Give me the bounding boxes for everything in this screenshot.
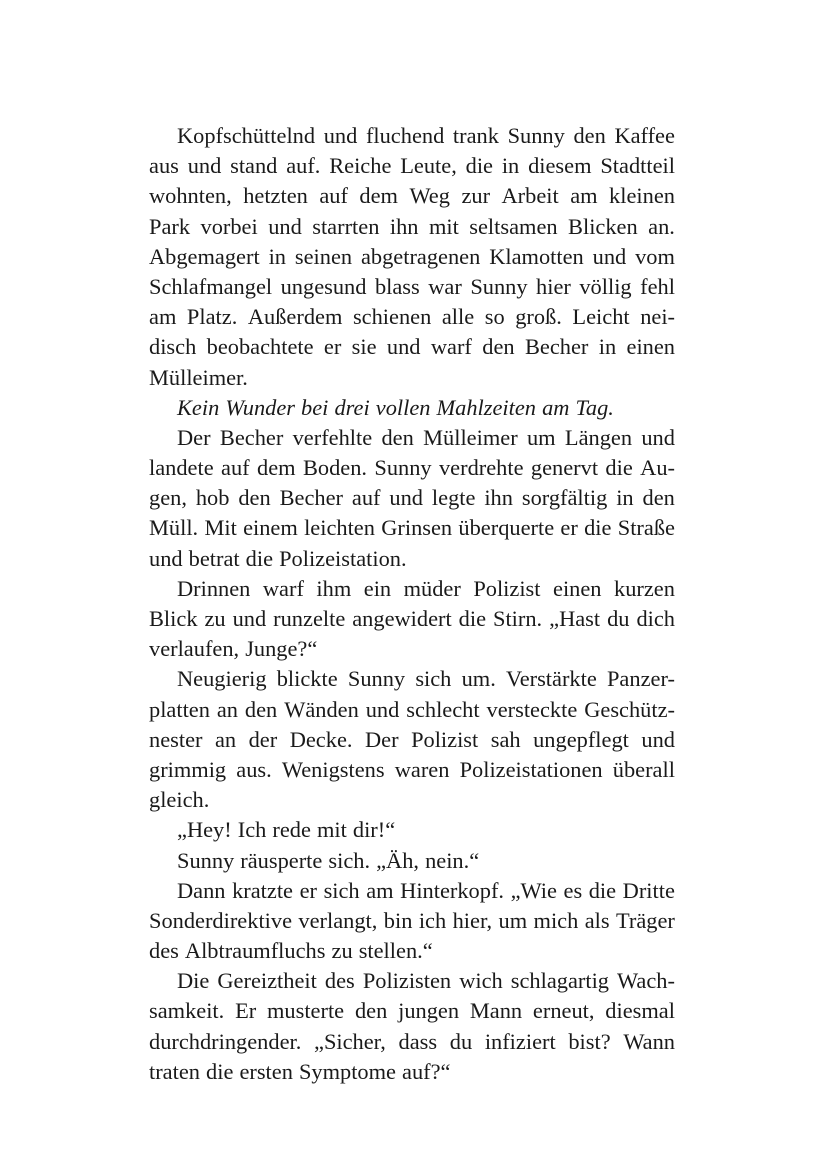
word: fehl	[640, 273, 675, 299]
word: und	[641, 726, 675, 752]
word: und	[232, 606, 267, 631]
word: die	[584, 515, 612, 541]
word: die	[588, 877, 617, 903]
word: am	[149, 304, 177, 330]
word: völlig	[579, 273, 632, 299]
word: kleinen	[609, 183, 675, 209]
word: einen	[553, 575, 602, 601]
word: musterte	[267, 998, 345, 1024]
word: ihn	[389, 213, 419, 239]
text-line	[149, 1027, 675, 1057]
word: jungen	[398, 998, 460, 1024]
word: Wach-	[617, 968, 675, 994]
word: an.	[648, 213, 675, 239]
word: gen,	[149, 485, 187, 511]
word: sie	[351, 334, 377, 360]
text-line	[149, 846, 675, 876]
word: Au-	[640, 455, 675, 481]
word: samkeit.	[149, 998, 225, 1024]
word: Sonderdirektive	[149, 907, 293, 933]
word: traten	[149, 1058, 200, 1084]
word: auf.	[286, 153, 321, 179]
word: versteckte	[486, 696, 578, 722]
word: Er	[235, 998, 257, 1024]
word: und	[323, 123, 358, 148]
word: zu	[331, 938, 353, 964]
word: vorbei	[200, 213, 258, 239]
word: Geschütz-	[584, 696, 675, 722]
text-line	[149, 1057, 675, 1087]
word: ungesund	[280, 273, 367, 299]
word: so	[484, 304, 505, 330]
word: Polizeistationen	[459, 756, 603, 782]
word: „Äh,	[376, 847, 420, 873]
word: um.	[461, 666, 496, 692]
word: Platz.	[186, 304, 238, 330]
word: und	[386, 334, 421, 360]
word: überall	[612, 756, 675, 782]
word: die	[458, 606, 487, 631]
word: leichten	[304, 515, 375, 541]
word: Stadtteil	[600, 153, 675, 179]
word: und	[592, 243, 627, 269]
word: Wunder	[225, 394, 295, 420]
word: ungepflegt	[533, 726, 629, 752]
text-line	[149, 121, 675, 151]
word: Straße	[617, 515, 675, 541]
word: die	[465, 153, 493, 179]
word: war	[428, 273, 462, 299]
word: auf	[221, 455, 250, 481]
word: an	[214, 726, 237, 752]
text-line	[149, 363, 675, 393]
word: am	[570, 183, 598, 209]
word: Albtraumfluchs	[184, 938, 326, 964]
word: er	[299, 877, 317, 903]
word: einem	[243, 515, 298, 541]
word: Blicken	[568, 213, 638, 239]
word: Abgemagert	[149, 243, 260, 269]
word: Kein	[177, 394, 220, 420]
text-line	[149, 272, 675, 302]
word: ersten	[239, 1058, 293, 1084]
word: dich	[636, 606, 675, 631]
word: sorgfältig	[521, 485, 608, 511]
word: dem	[257, 455, 296, 481]
word: Sunny	[177, 847, 235, 873]
word: Mahlzeiten	[436, 394, 537, 420]
word: aus	[149, 153, 179, 179]
word: Reiche	[329, 153, 392, 179]
word: erneut,	[532, 998, 595, 1024]
word: den	[482, 334, 515, 360]
word: Sunny	[470, 273, 528, 299]
word: bei	[301, 394, 329, 420]
word: räusperte	[240, 847, 323, 873]
word: legte	[431, 485, 476, 511]
word: hetzten	[243, 183, 308, 209]
word: verlaufen,	[149, 636, 240, 662]
word: schlagartig	[510, 968, 609, 994]
word: genervt	[530, 455, 599, 481]
word: platten	[149, 696, 210, 722]
word: Verstärkte	[506, 666, 597, 692]
text-line	[149, 483, 675, 513]
word: Boden.	[302, 455, 367, 481]
word: kratzte	[232, 877, 293, 903]
word: Der	[177, 424, 211, 450]
text-line	[149, 815, 675, 845]
word: Kaffee	[614, 123, 675, 148]
word: des	[149, 938, 179, 964]
word: warf	[430, 334, 472, 360]
word: Wänden	[284, 696, 359, 722]
word: auf	[351, 485, 381, 511]
text-line	[149, 393, 675, 423]
word: nester	[149, 726, 203, 752]
word: ich	[418, 907, 447, 933]
word: rede	[272, 817, 311, 843]
text-line	[149, 906, 675, 936]
word: um	[526, 424, 556, 450]
word: groß.	[515, 304, 562, 330]
word: Hinterkopf.	[400, 877, 504, 903]
word: Wenigstens	[281, 756, 385, 782]
word: und	[187, 153, 222, 179]
word: hob	[195, 485, 230, 511]
word: in	[616, 485, 634, 511]
word: des	[324, 968, 355, 994]
word: betrat	[188, 545, 240, 571]
word: Drinnen	[177, 575, 251, 601]
word: und	[268, 213, 302, 239]
word: die	[206, 1058, 234, 1084]
text-line	[149, 634, 675, 664]
word: um	[498, 907, 528, 933]
word: ihn	[484, 485, 513, 511]
word: seinen	[294, 243, 353, 269]
word: beobachtete	[206, 334, 314, 360]
word: Blick	[149, 606, 198, 631]
word: aus.	[236, 756, 272, 782]
word: stand	[230, 153, 278, 179]
word: seltsamen	[469, 213, 558, 239]
word: diesem	[528, 153, 592, 179]
word: Kopfschüttelnd	[177, 123, 316, 148]
text-line	[149, 695, 675, 725]
word: Symptome	[298, 1058, 396, 1084]
word: disch	[149, 334, 197, 360]
word: dem	[359, 183, 398, 209]
word: wich	[459, 968, 503, 994]
word: den	[642, 485, 675, 511]
word: und	[641, 424, 675, 450]
word: mit	[316, 817, 347, 843]
word: Leicht	[572, 304, 630, 330]
word: auf?“	[402, 1058, 451, 1084]
word: warf	[262, 575, 304, 601]
text-line	[149, 725, 675, 755]
word: und	[389, 485, 423, 511]
word: waren	[394, 756, 450, 782]
word: er	[560, 515, 578, 541]
word: Längen	[564, 424, 633, 450]
word: drei	[334, 394, 370, 420]
text-line	[149, 212, 675, 242]
word: sich	[323, 877, 360, 903]
text-line	[149, 785, 675, 815]
word: Mit	[204, 515, 237, 541]
word: überquerte	[458, 515, 555, 541]
word: Park	[149, 213, 191, 239]
text-line	[149, 423, 675, 453]
word: Dann	[177, 877, 226, 903]
word: Sunny	[507, 123, 565, 148]
text-line	[149, 151, 675, 181]
word: verdrehte	[438, 455, 524, 481]
word: auf	[319, 183, 348, 209]
word: Polizisten	[362, 968, 452, 994]
word: du	[449, 1028, 473, 1054]
word: Junge?“	[245, 636, 318, 662]
word: Arbeit	[501, 183, 559, 209]
word: Mann	[469, 998, 523, 1024]
word: blass	[374, 273, 420, 299]
word: „Wie	[510, 877, 557, 903]
word: kurzen	[614, 575, 675, 601]
text-line	[149, 332, 675, 362]
word: Mülleimer	[423, 424, 518, 450]
word: einen	[626, 334, 675, 360]
word: die	[245, 545, 274, 571]
text-line	[149, 513, 675, 543]
word: runzelte	[273, 606, 346, 631]
word: durchdringender.	[149, 1028, 302, 1054]
word: hier,	[452, 907, 493, 933]
word: ein	[363, 575, 392, 601]
word: Polizeistation.	[279, 545, 407, 571]
text-line	[149, 996, 675, 1026]
word: den	[573, 123, 606, 148]
word: ihm	[316, 575, 352, 601]
book-page-text	[149, 121, 675, 1087]
word: Die	[177, 968, 210, 994]
word: nein.“	[425, 847, 480, 873]
word: zur	[461, 183, 491, 209]
word: Ich	[237, 817, 267, 843]
text-line	[149, 664, 675, 694]
word: fluchend	[365, 123, 445, 148]
word: er	[323, 334, 342, 360]
word: Sunny	[374, 455, 432, 481]
word: schlecht	[406, 696, 480, 722]
word: Klamotten	[489, 243, 584, 269]
text-line	[149, 966, 675, 996]
text-line	[149, 876, 675, 906]
word: Panzer-	[606, 666, 675, 692]
word: hier	[536, 273, 571, 299]
word: Neugierig	[177, 666, 267, 692]
word: als	[584, 907, 610, 933]
word: Grinsen	[381, 515, 453, 541]
word: dir!“	[352, 817, 396, 843]
word: verlangt,	[298, 907, 378, 933]
word: Außerdem	[247, 304, 343, 330]
text-line	[149, 242, 675, 272]
word: blickte	[276, 666, 338, 692]
word: Becher	[524, 334, 589, 360]
word: Tag.	[575, 394, 614, 420]
word: der	[248, 726, 278, 752]
word: den	[381, 424, 414, 450]
word: schienen	[352, 304, 432, 330]
word: verfehlte	[292, 424, 373, 450]
word: Becher	[279, 485, 343, 511]
word: Leute,	[400, 153, 457, 179]
text-line	[149, 302, 675, 332]
word: den	[354, 998, 388, 1024]
word: Schlafmangel	[149, 273, 273, 299]
word: den	[238, 485, 271, 511]
word: am	[366, 877, 394, 903]
word: wohnten,	[149, 183, 232, 209]
word: Becher	[219, 424, 284, 450]
word: landete	[149, 455, 214, 481]
word: und	[149, 545, 183, 571]
text-line	[149, 604, 675, 634]
word: alle	[441, 304, 475, 330]
word: es	[563, 877, 583, 903]
word: in	[501, 153, 520, 179]
word: nei-	[640, 304, 675, 330]
word: Gereiztheit	[217, 968, 317, 994]
word: Sunny	[347, 666, 406, 692]
word: infiziert	[484, 1028, 556, 1054]
word: Träger	[616, 907, 675, 933]
word: Mülleimer.	[149, 364, 248, 390]
word: grimmig	[149, 756, 227, 782]
word: angewidert	[352, 606, 452, 631]
word: diesmal	[605, 998, 675, 1024]
word: und	[365, 696, 400, 722]
text-line	[149, 544, 675, 574]
word: Decke.	[289, 726, 353, 752]
word: starrten	[312, 213, 380, 239]
word: vollen	[375, 394, 431, 420]
word: Müll.	[149, 515, 199, 541]
word: mich	[533, 907, 579, 933]
word: mit	[428, 213, 459, 239]
word: Stirn.	[493, 606, 543, 631]
text-line	[149, 574, 675, 604]
word: bist?	[568, 1028, 611, 1054]
word: trank	[452, 123, 499, 148]
word: sich	[415, 666, 452, 692]
word: bin	[383, 907, 413, 933]
word: Weg	[409, 183, 450, 209]
text-line	[149, 181, 675, 211]
word: den	[244, 696, 278, 722]
word: Wann	[623, 1028, 675, 1054]
text-line	[149, 755, 675, 785]
word: Polizist	[411, 726, 479, 752]
text-line	[149, 936, 675, 966]
word: in	[268, 243, 286, 269]
word: an	[216, 696, 238, 722]
word: zu	[204, 606, 226, 631]
word: sah	[490, 726, 521, 752]
word: sich.	[328, 847, 371, 873]
word: dass	[398, 1028, 438, 1054]
word: die	[605, 455, 633, 481]
word: Polizist	[473, 575, 541, 601]
word: Der	[364, 726, 399, 752]
word: du	[607, 606, 630, 631]
word: Dritte	[622, 877, 675, 903]
text-line	[149, 453, 675, 483]
word: am	[542, 394, 570, 420]
word: müder	[403, 575, 461, 601]
word: stellen.“	[358, 938, 433, 964]
word: „Sicher,	[314, 1028, 386, 1054]
word: in	[598, 334, 617, 360]
word: abgetragenen	[360, 243, 481, 269]
word: „Hey!	[177, 817, 232, 843]
word: vom	[635, 243, 675, 269]
word: gleich.	[149, 787, 210, 813]
word: „Hast	[549, 606, 601, 631]
